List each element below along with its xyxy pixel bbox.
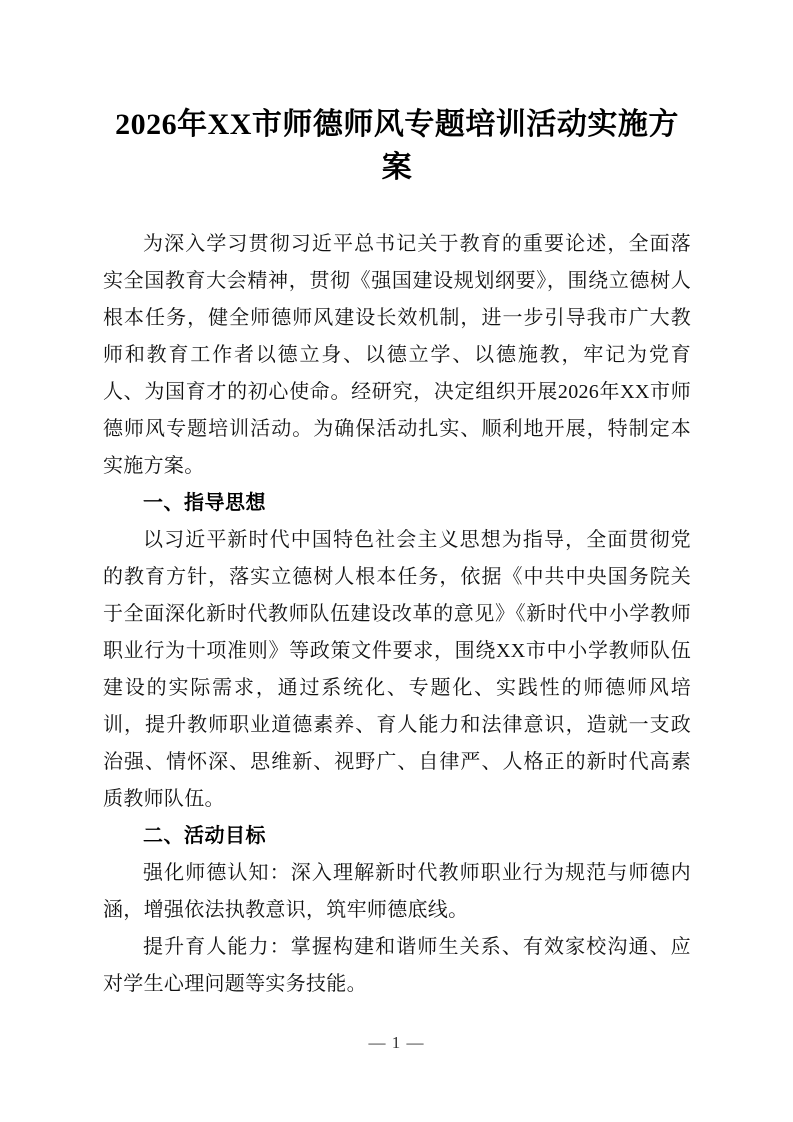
- section-1-paragraph-1: 以习近平新时代中国特色社会主义思想为指导，全面贯彻党的教育方针，落实立德树人根本任务，依据《中共中央国务院关于全面深化新时代教师队伍建设改革的意见》《新时代中小学教师职业行为十项准则》等政策文件要求，围绕XX市中小学教师队伍建设的实际需求，通过系统化、专题化、实践性的师德师风培训，提升教师职业道德素养、育人能力和法律意识，造就一支政治强、情怀深、思维新、视野广、自律严、人格正的新时代高素质教师队伍。: [103, 529, 691, 810]
- title-body-spacer: [103, 189, 691, 226]
- page-number-footer: — 1 —: [368, 1033, 425, 1052]
- intro-paragraph: 为深入学习贯彻习近平总书记关于教育的重要论述，全面落实全国教育大会精神，贯彻《强国建设规划纲要》，围绕立德树人根本任务，健全师德师风建设长效机制，进一步引导我市广大教师和教育工作者以德立身、以德立学、以德施教，牢记为党育人、为国育才的初心使命。经研究，决定组织开展2026年XX市师德师风专题培训活动。为确保活动扎实、顺利地开展，特制定本实施方案。: [103, 233, 691, 477]
- page-title: 2026年XX市师德师风专题培训活动实施方案: [115, 108, 679, 184]
- section-heading-1: 一、指导思想: [143, 492, 266, 514]
- section-2-paragraph-1: 强化师德认知：深入理解新时代教师职业行为规范与师德内涵，增强依法执教意识，筑牢师德底线。: [103, 862, 691, 921]
- section-heading-2: 二、活动目标: [143, 825, 266, 847]
- section-2-paragraph-2: 提升育人能力：掌握构建和谐师生关系、有效家校沟通、应对学生心理问题等实务技能。: [103, 936, 691, 995]
- document-body: [103, 0, 691, 1003]
